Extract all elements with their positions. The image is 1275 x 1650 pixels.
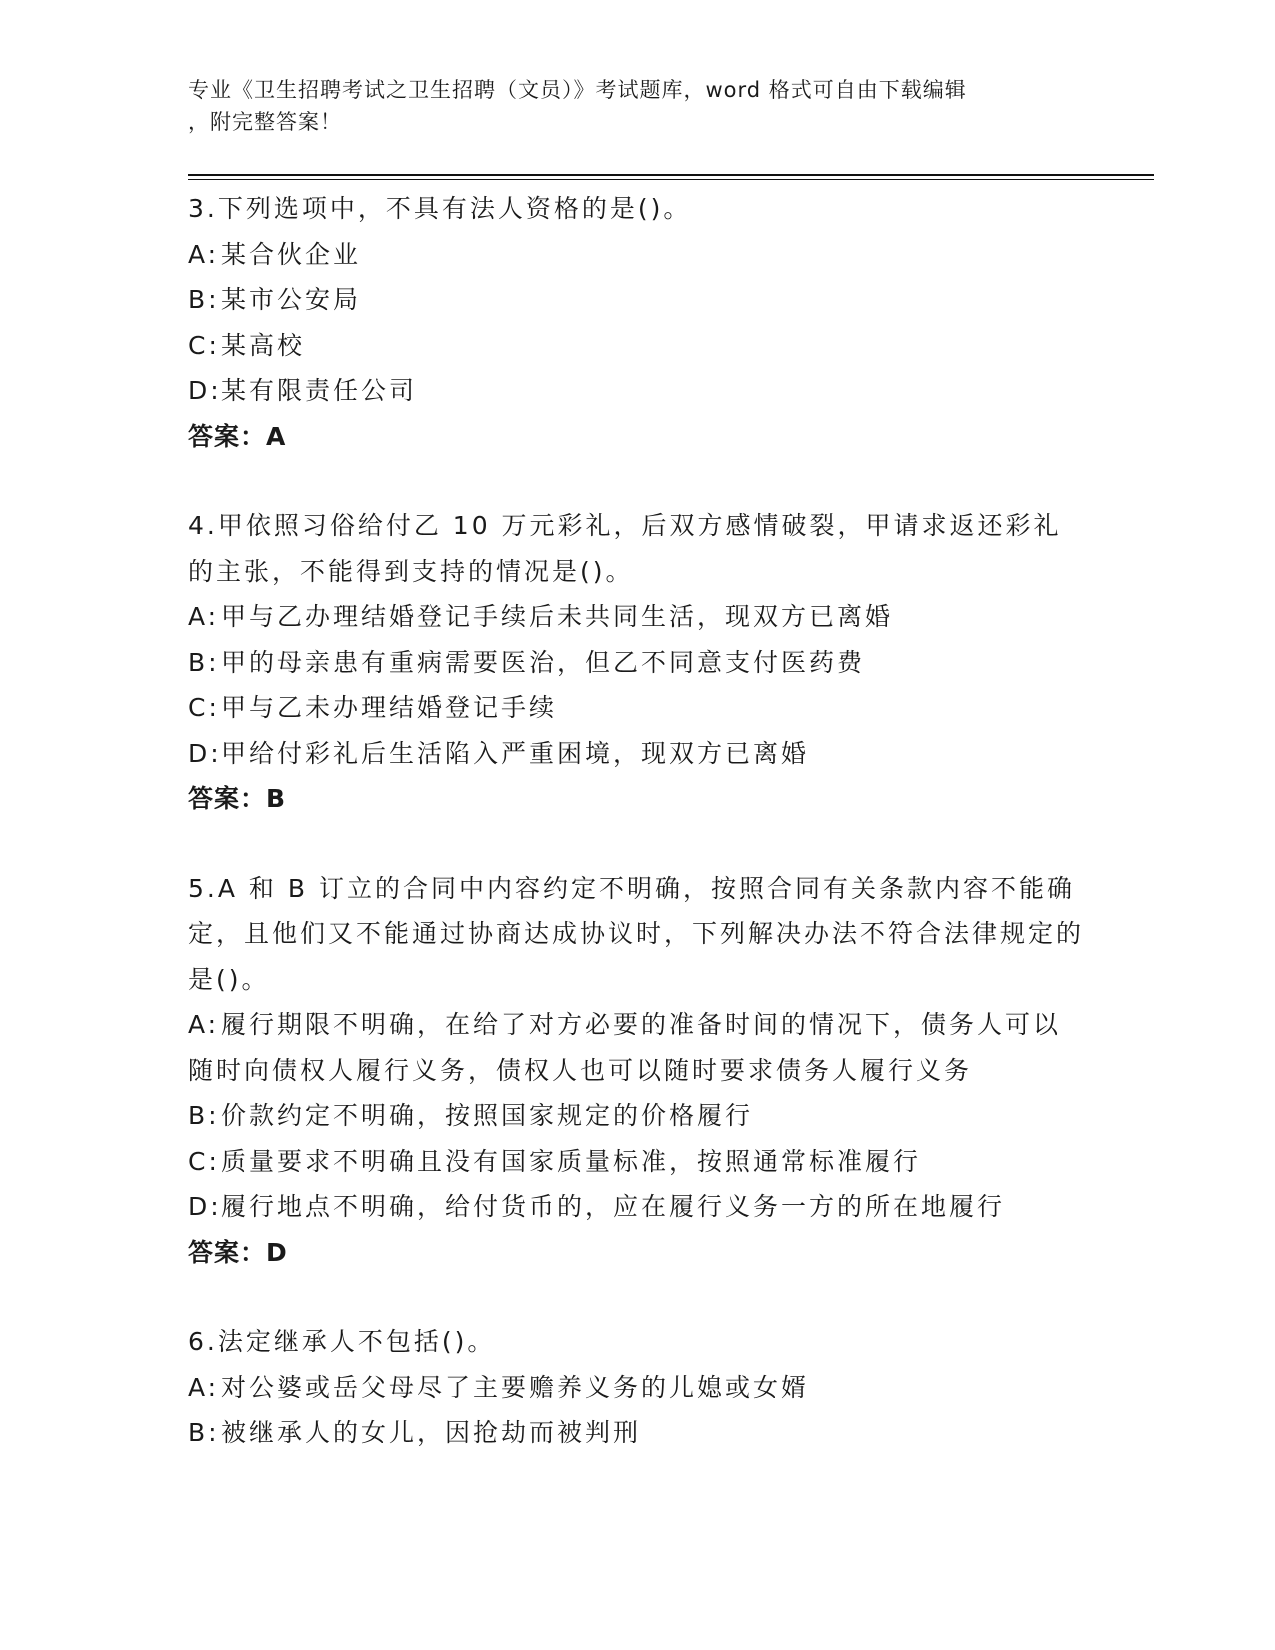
option-text: 某合伙企业 bbox=[220, 239, 361, 269]
answer-label: 答案：B bbox=[188, 784, 287, 813]
option-text: 甲与乙办理结婚登记手续后未共同生活，现双方已离婚 bbox=[220, 602, 893, 631]
option-c bbox=[188, 685, 1088, 731]
question-stem: 4.甲依照习俗给付乙 10 万元彩礼，后双方感情破裂，甲请求返还彩礼的主张，不能得到支持的情况是()。 bbox=[188, 511, 1062, 586]
option-text: 价款约定不明确，按照国家规定的价格履行 bbox=[220, 1101, 753, 1130]
option-b bbox=[188, 1093, 1088, 1139]
answer-label: 答案：A bbox=[188, 421, 287, 451]
option-c bbox=[188, 323, 1088, 369]
option-a bbox=[188, 1002, 1088, 1093]
option-text: 某有限责任公司 bbox=[220, 376, 417, 405]
option-letter: A: bbox=[188, 239, 220, 269]
question-5 bbox=[188, 866, 1088, 1276]
option-letter: C: bbox=[188, 693, 220, 722]
option-b bbox=[188, 277, 1088, 323]
option-a bbox=[188, 1365, 1088, 1411]
option-text: 履行地点不明确，给付货币的，应在履行义务一方的所在地履行 bbox=[220, 1192, 1005, 1221]
option-text: 甲的母亲患有重病需要医治，但乙不同意支付医药费 bbox=[220, 647, 865, 677]
option-text: 甲给付彩礼后生活陷入严重困境，现双方已离婚 bbox=[220, 738, 809, 768]
answer-label: 答案：D bbox=[188, 1237, 288, 1267]
option-letter: D: bbox=[188, 738, 222, 768]
option-text: 某高校 bbox=[220, 330, 305, 360]
option-text: 对公婆或岳父母尽了主要赡养义务的儿媳或女婿 bbox=[220, 1372, 809, 1402]
option-c bbox=[188, 1139, 1088, 1185]
question-stem: 5.A 和 B 订立的合同中内容约定不明确，按照合同有关条款内容不能确定，且他们又不能通过协商达成协议时，下列解决办法不符合法律规定的是()。 bbox=[188, 873, 1085, 994]
option-b bbox=[188, 640, 1088, 686]
question-4 bbox=[188, 503, 1088, 822]
option-text: 被继承人的女儿，因抢劫而被判刑 bbox=[220, 1418, 641, 1447]
document-header bbox=[188, 74, 1068, 138]
option-a bbox=[188, 232, 1088, 278]
option-d bbox=[188, 731, 1088, 777]
header-line-2: ，附完整答案！ bbox=[188, 110, 342, 134]
option-letter: B: bbox=[188, 647, 220, 677]
option-letter: B: bbox=[188, 285, 220, 314]
option-letter: A: bbox=[188, 1372, 220, 1402]
option-letter: D: bbox=[188, 1192, 222, 1221]
header-line-1: 专业《卫生招聘考试之卫生招聘（文员）》考试题库，word 格式可自由下载编辑 bbox=[188, 78, 967, 102]
option-letter: B: bbox=[188, 1418, 220, 1447]
option-text: 甲与乙未办理结婚登记手续 bbox=[220, 693, 557, 722]
option-d bbox=[188, 1184, 1088, 1230]
option-a bbox=[188, 594, 1088, 640]
question-stem: 6.法定继承人不包括()。 bbox=[188, 1327, 496, 1356]
question-stem: 3.下列选项中，不具有法人资格的是()。 bbox=[188, 194, 692, 223]
question-6 bbox=[188, 1319, 1088, 1456]
option-text: 履行期限不明确，在给了对方必要的准备时间的情况下，债务人可以随时向债权人履行义务，债权人也可以随时要求债务人履行义务 bbox=[188, 1010, 1061, 1085]
option-text: 某市公安局 bbox=[220, 285, 361, 314]
question-list bbox=[188, 186, 1088, 1500]
option-d bbox=[188, 368, 1088, 414]
option-b bbox=[188, 1410, 1088, 1456]
option-text: 质量要求不明确且没有国家质量标准，按照通常标准履行 bbox=[220, 1146, 921, 1176]
option-letter: C: bbox=[188, 1146, 220, 1176]
question-3 bbox=[188, 186, 1088, 459]
option-letter: A: bbox=[188, 602, 220, 631]
option-letter: D: bbox=[188, 376, 222, 405]
option-letter: A: bbox=[188, 1010, 220, 1039]
option-letter: C: bbox=[188, 330, 220, 360]
header-divider bbox=[188, 174, 1154, 180]
option-letter: B: bbox=[188, 1101, 220, 1130]
